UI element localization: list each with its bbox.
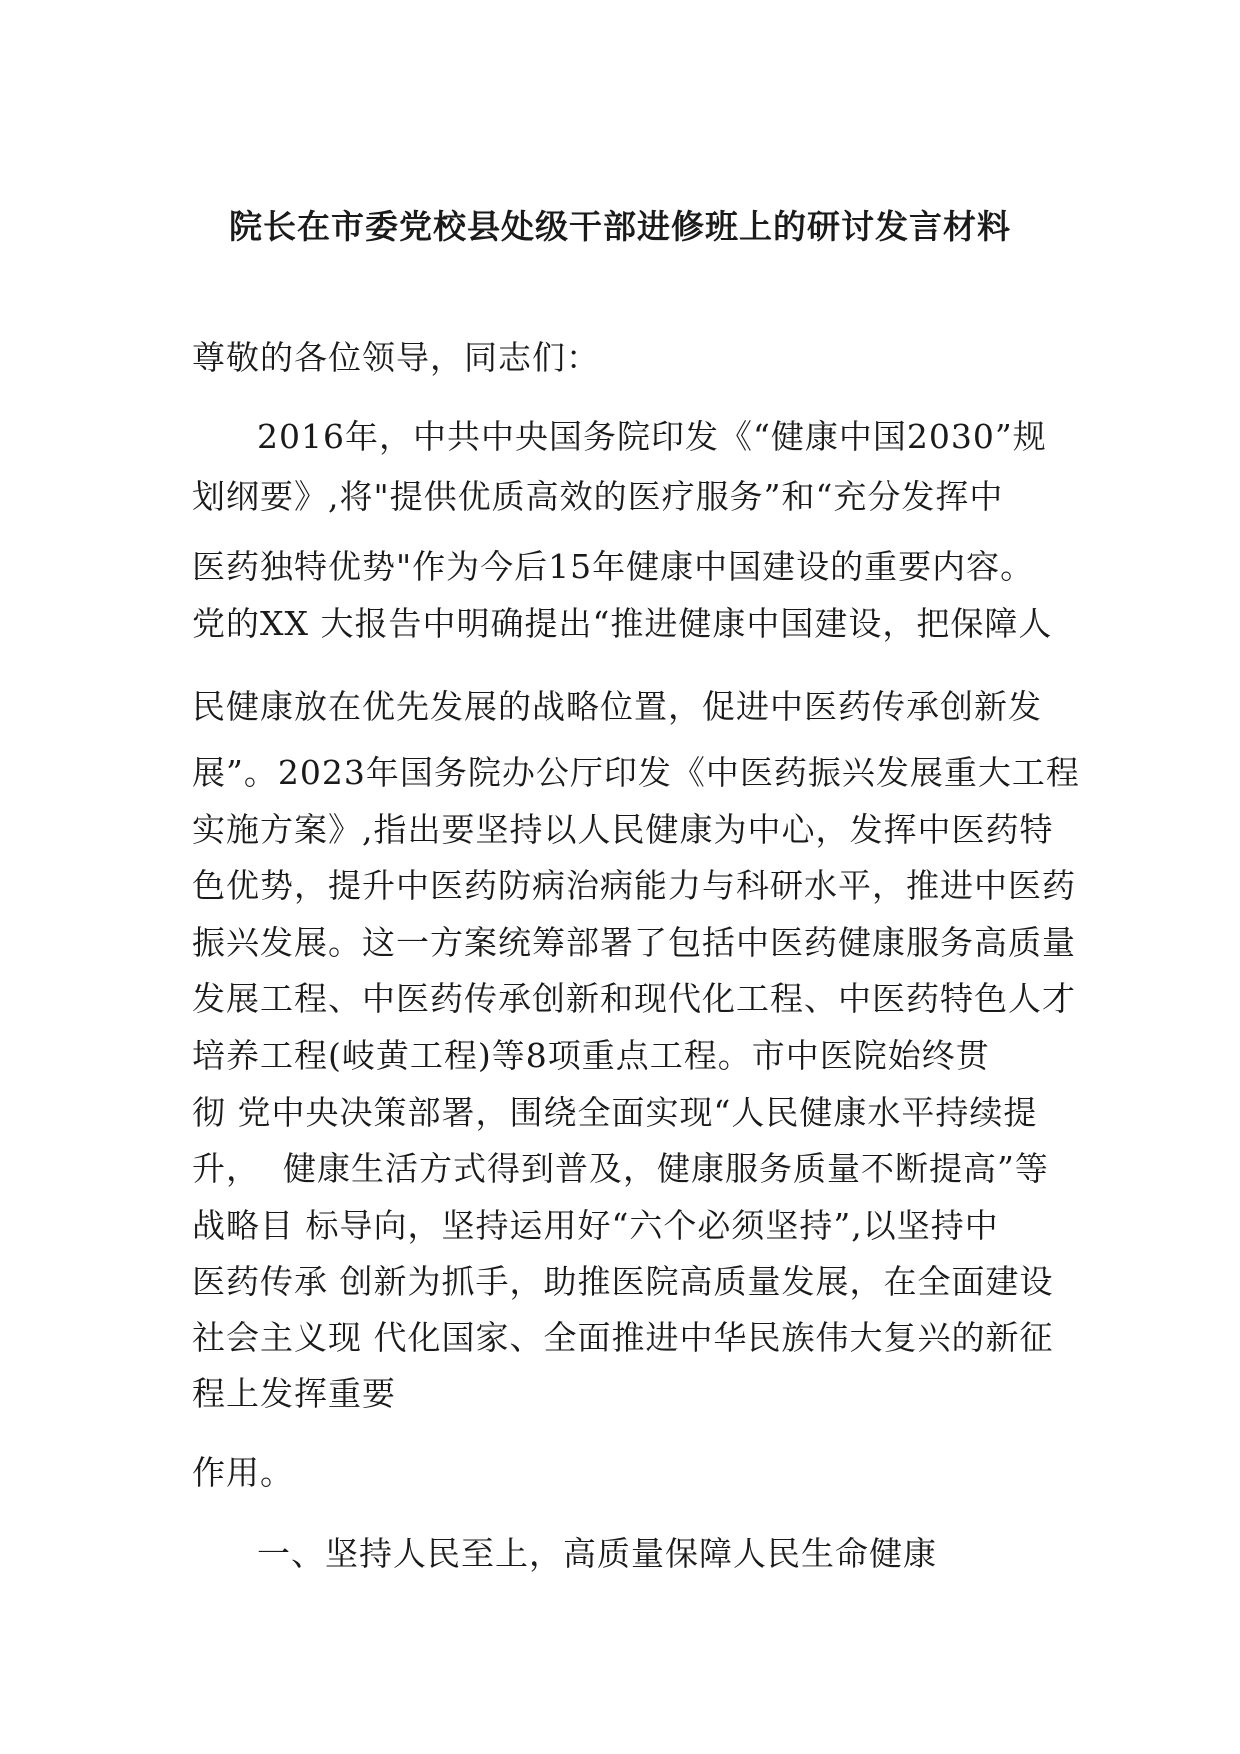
body-line-17: 程上发挥重要: [192, 1374, 396, 1413]
salutation: 尊敬的各位领导，同志们：: [192, 338, 600, 377]
body-line-3: 医药独特优势"作为今后15年健康中国建设的重要内容。: [192, 547, 1035, 586]
body-line-14: 战略目 标导向，坚持运用好“六个必须坚持”,以坚持中: [192, 1206, 999, 1245]
body-line-4: 党的XX 大报告中明确提出“推进健康中国建设，把保障人: [192, 604, 1053, 643]
body-line-15: 医药传承 创新为抓手，助推医院高质量发展，在全面建设: [192, 1262, 1054, 1301]
body-line-10: 发展工程、中医药传承创新和现代化工程、中医药特色人才: [192, 979, 1076, 1018]
body-line-12: 彻 党中央决策部署，围绕全面实现“人民健康水平持续提: [192, 1093, 1038, 1132]
body-line-7: 实施方案》,指出要坚持以人民健康为中心，发挥中医药特: [192, 810, 1054, 849]
closing-line: 作用。: [192, 1453, 294, 1492]
section-heading: 一、坚持人民至上，高质量保障人民生命健康: [257, 1534, 937, 1573]
body-line-11: 培养工程(岐黄工程)等8项重点工程。市中医院始终贯: [192, 1036, 990, 1075]
body-line-5: 民健康放在优先发展的战略位置，促进中医药传承创新发: [192, 687, 1042, 726]
body-line-2: 划纲要》,将"提供优质高效的医疗服务”和“充分发挥中: [192, 477, 1004, 516]
body-line-1: 2016年，中共中央国务院印发《“健康中国2030”规: [257, 417, 1047, 456]
document-title: 院长在市委党校县处级干部进修班上的研讨发言材料: [229, 207, 1011, 246]
body-line-16: 社会主义现 代化国家、全面推进中华民族伟大复兴的新征: [192, 1318, 1054, 1357]
body-line-6: 展”。2023年国务院办公厅印发《中医药振兴发展重大工程: [192, 753, 1080, 792]
body-line-9: 振兴发展。这一方案统筹部署了包括中医药健康服务高质量: [192, 923, 1076, 962]
body-line-8: 色优势，提升中医药防病治病能力与科研水平，推进中医药: [192, 866, 1076, 905]
body-line-13: 升， 健康生活方式得到普及，健康服务质量不断提高”等: [192, 1149, 1049, 1188]
